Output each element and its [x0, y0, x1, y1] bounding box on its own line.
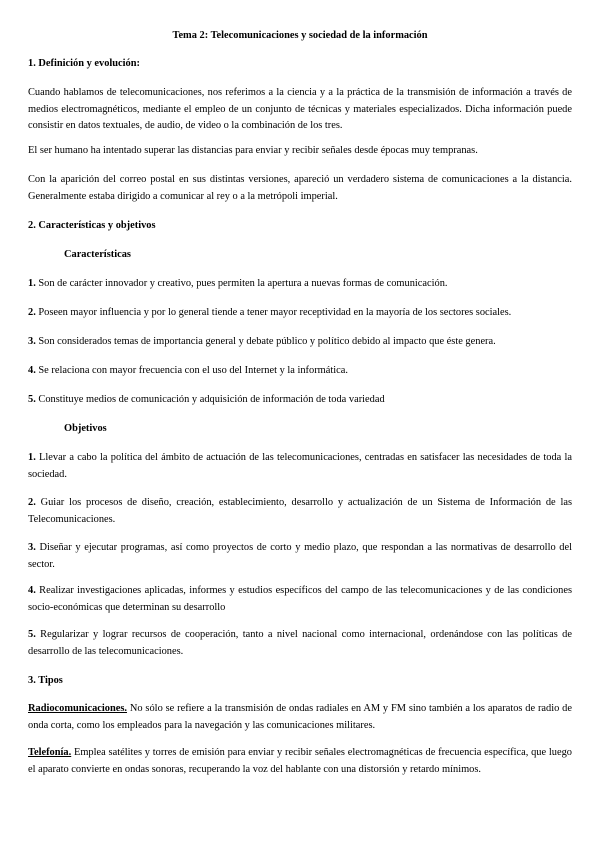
objetivo-item: [28, 583, 572, 616]
item-text: Diseñar y ejecutar programas, así como proyectos de corto y medio plazo, que respondan a las normativas de desarrollo del sector.: [28, 542, 572, 570]
item-number: 5.: [28, 629, 36, 640]
item-text: Constituye medios de comunicación y adquisición de información de toda variedad: [35, 394, 385, 405]
item-text: Se relaciona con mayor frecuencia con el uso del Internet y la informática.: [35, 365, 348, 376]
section-1-paragraph-2: El ser humano ha intentado superar las distancias para enviar y recibir señales desde épocas muy tempranas.: [28, 145, 478, 156]
section-1-heading: 1. Definición y evolución:: [28, 58, 140, 69]
item-text: Regularizar y lograr recursos de cooperación, tanto a nivel nacional como internacional, ordenándose con las políticas de desarrollo de las telecomunicaciones.: [28, 629, 572, 657]
objetivo-item: [28, 627, 572, 660]
tipo-item: [28, 745, 572, 778]
section-2-heading: 2. Características y objetivos: [28, 220, 156, 231]
caracteristicas-heading: Características: [64, 249, 131, 260]
objetivo-item: [28, 540, 572, 573]
item-number: 3.: [28, 336, 36, 347]
item-text: Realizar investigaciones aplicadas, informes y estudios específicos del campo de las telecomunicaciones y de las condiciones socio-económicas que determinan su desarrollo: [28, 585, 572, 613]
tipo-item: [28, 701, 572, 734]
document-title: Tema 2: Telecomunicaciones y sociedad de la información: [172, 30, 428, 41]
caracteristica-item: [28, 363, 572, 380]
tipo-text: Emplea satélites y torres de emisión para enviar y recibir señales electromagnéticas de frecuencia específica, que luego el aparato convierte en ondas sonoras, recuperando la voz del hablante con una distorsión y retardo mínimos.: [28, 747, 572, 775]
section-3-heading: 3. Tipos: [28, 675, 63, 686]
section-1-paragraph-3: Con la aparición del correo postal en sus distintas versiones, apareció un verdadero sistema de comunicaciones a la distancia. Generalmente estaba dirigido a comunicar al rey o a la metrópoli imperial.: [28, 174, 572, 202]
item-number: 3.: [28, 542, 36, 553]
item-text: Son de carácter innovador y creativo, pues permiten la apertura a nuevas formas de comunicación.: [35, 278, 448, 289]
caracteristica-item: [28, 334, 572, 351]
item-number: 5.: [28, 394, 36, 405]
item-text: Llevar a cabo la política del ámbito de actuación de las telecomunicaciones, centradas en satisfacer las necesidades de toda la sociedad.: [28, 452, 572, 480]
item-number: 4.: [28, 585, 36, 596]
caracteristica-item: [28, 392, 572, 409]
objetivos-heading: Objetivos: [64, 423, 107, 434]
tipo-text: No sólo se refiere a la transmisión de ondas radiales en AM y FM sino también a los aparatos de radio de onda corta, como los empleados para la navegación y las comunicaciones militares.: [28, 703, 572, 731]
item-number: 2.: [28, 307, 36, 318]
item-text: Son considerados temas de importancia general y debate público y político debido al impacto que éste genera.: [35, 336, 496, 347]
tipo-term: Telefonía.: [28, 747, 72, 758]
item-number: 1.: [28, 278, 36, 289]
item-text: Poseen mayor influencia y por lo general tiende a tener mayor receptividad en la mayoría de los sectores sociales.: [35, 307, 512, 318]
section-1-paragraph-1: Cuando hablamos de telecomunicaciones, nos referimos a la ciencia y a la práctica de la transmisión de información a través de medios electromagnéticos, mediante el empleo de un conjunto de técnicas y materiales especializados. Dicha información puede consistir en datos textuales, de audio, de video o la combinación de los tres.: [28, 87, 572, 131]
item-number: 2.: [28, 497, 36, 508]
item-text: Guiar los procesos de diseño, creación, establecimiento, desarrollo y actualización de un Sistema de Información de las Telecomunicaciones.: [28, 497, 572, 525]
tipo-term: Radiocomunicaciones.: [28, 703, 128, 714]
item-number: 1.: [28, 452, 36, 463]
objetivo-item: [28, 495, 572, 528]
item-number: 4.: [28, 365, 36, 376]
objetivo-item: [28, 450, 572, 483]
caracteristica-item: [28, 305, 572, 322]
caracteristica-item: [28, 276, 572, 293]
